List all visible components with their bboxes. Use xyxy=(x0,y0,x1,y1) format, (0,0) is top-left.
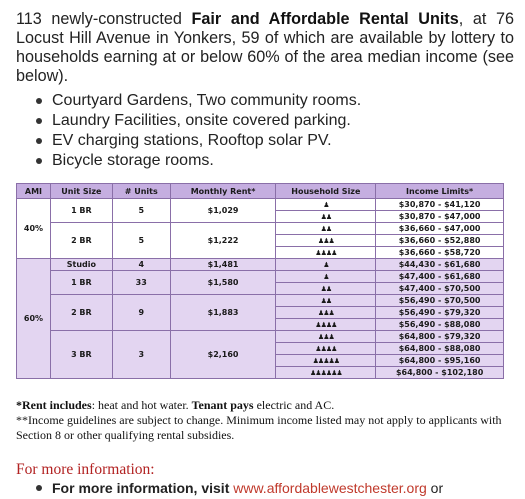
income-limit-cell: $56,490 - $79,320 xyxy=(376,307,504,319)
table-row xyxy=(17,223,504,235)
income-note: **Income guidelines are subject to change. Minimum income listed may not apply to applicants with Section 8 or other qualifying rental subsidies. xyxy=(16,413,502,442)
table-row xyxy=(17,259,504,271)
intro-text-1: 113 newly-constructed xyxy=(16,10,192,28)
income-limit-cell: $47,400 - $70,500 xyxy=(376,283,504,295)
person-icon: ♟ xyxy=(328,236,334,245)
ami-cell: 40% xyxy=(17,199,51,259)
unit-size-cell: 2 BR xyxy=(50,295,112,331)
header-ami: AMI xyxy=(17,184,51,199)
person-icon: ♟ xyxy=(320,368,326,377)
unit-size-cell: Studio xyxy=(50,259,112,271)
person-icon: ♟ xyxy=(310,368,316,377)
person-icon: ♟ xyxy=(317,308,324,317)
person-icon: ♟ xyxy=(328,308,334,317)
bullet-icon xyxy=(36,98,42,104)
household-size-icons xyxy=(276,247,376,259)
header-unit-size: Unit Size xyxy=(50,184,112,199)
income-limit-cell: $30,870 - $41,120 xyxy=(376,199,504,211)
household-size-icons xyxy=(276,319,376,331)
tenant-pays-text: electric and AC. xyxy=(253,398,335,412)
header-monthly-rent: Monthly Rent* xyxy=(170,184,276,199)
feature-item xyxy=(16,91,361,111)
more-info-tail: or xyxy=(426,480,444,496)
person-icon: ♟ xyxy=(325,212,332,221)
rent-includes-label: *Rent includes xyxy=(16,398,92,412)
person-icon: ♟ xyxy=(325,224,332,233)
income-limit-cell: $64,800 - $88,080 xyxy=(376,343,504,355)
person-icon: ♟ xyxy=(317,332,324,341)
person-icon: ♟ xyxy=(325,296,332,305)
person-icon: ♟ xyxy=(320,224,326,233)
bullet-icon xyxy=(36,118,42,124)
unit-size-cell: 2 BR xyxy=(50,223,112,259)
feature-item xyxy=(16,131,361,151)
person-icon: ♟ xyxy=(328,356,334,365)
monthly-rent-cell: $1,883 xyxy=(170,295,276,331)
table-row xyxy=(17,331,504,343)
header-income-limits: Income Limits* xyxy=(376,184,504,199)
intro-text-2: , at 76 Locust Hill Avenue in Yonkers, 59 of which are available by lottery to households earning at or below 60% of the area median income (see below). xyxy=(16,10,514,85)
units-count-cell: 4 xyxy=(112,259,170,271)
unit-size-cell: 3 BR xyxy=(50,331,112,379)
bullet-icon xyxy=(36,138,42,144)
person-icon: ♟ xyxy=(320,248,326,257)
more-info-lead: For more information, visit xyxy=(52,480,234,496)
person-icon: ♟ xyxy=(317,356,324,365)
table-row xyxy=(17,295,504,307)
person-icon: ♟ xyxy=(315,344,321,353)
income-limit-cell: $36,660 - $58,720 xyxy=(376,247,504,259)
person-icon: ♟ xyxy=(325,284,332,293)
household-size-icons xyxy=(276,367,376,379)
feature-item xyxy=(16,151,361,171)
more-info-heading: For more information: xyxy=(16,461,155,478)
table-body xyxy=(17,199,504,379)
income-limit-cell: $64,800 - $79,320 xyxy=(376,331,504,343)
income-limit-cell: $47,400 - $61,680 xyxy=(376,271,504,283)
tenant-pays-label: Tenant pays xyxy=(191,398,254,412)
person-icon: ♟ xyxy=(315,368,321,377)
person-icon: ♟ xyxy=(320,344,326,353)
person-icon: ♟ xyxy=(336,368,342,377)
household-size-icons xyxy=(276,271,376,283)
feature-text: Laundry Facilities, onsite covered parking. xyxy=(52,112,351,129)
person-icon: ♟ xyxy=(331,368,337,377)
household-size-icons xyxy=(276,307,376,319)
person-icon: ♟ xyxy=(323,332,329,341)
table-row xyxy=(17,271,504,283)
table-row xyxy=(17,199,504,211)
feature-item xyxy=(16,111,361,131)
person-icon: ♟ xyxy=(323,260,329,269)
person-icon: ♟ xyxy=(328,332,334,341)
person-icon: ♟ xyxy=(333,356,340,365)
income-limit-cell: $56,490 - $70,500 xyxy=(376,295,504,307)
units-count-cell: 9 xyxy=(112,295,170,331)
units-count-cell: 3 xyxy=(112,331,170,379)
household-size-icons xyxy=(276,211,376,223)
person-icon: ♟ xyxy=(315,248,321,257)
table-header-row xyxy=(17,184,504,199)
header-household-size: Household Size xyxy=(276,184,376,199)
rent-includes-text: : heat and hot water. xyxy=(91,398,192,412)
income-limit-cell: $56,490 - $88,080 xyxy=(376,319,504,331)
intro-paragraph xyxy=(16,10,514,86)
monthly-rent-cell: $1,580 xyxy=(170,271,276,295)
person-icon: ♟ xyxy=(320,284,326,293)
household-size-icons xyxy=(276,343,376,355)
units-count-cell: 5 xyxy=(112,199,170,223)
person-icon: ♟ xyxy=(315,320,321,329)
person-icon: ♟ xyxy=(325,248,332,257)
household-size-icons xyxy=(276,283,376,295)
more-info-line xyxy=(16,480,443,496)
person-icon: ♟ xyxy=(325,344,332,353)
person-icon: ♟ xyxy=(325,368,332,377)
person-icon: ♟ xyxy=(325,320,332,329)
person-icon: ♟ xyxy=(323,236,329,245)
person-icon: ♟ xyxy=(331,248,337,257)
monthly-rent-cell: $1,029 xyxy=(170,199,276,223)
household-size-icons xyxy=(276,199,376,211)
income-limit-cell: $30,870 - $47,000 xyxy=(376,211,504,223)
bullet-icon xyxy=(36,485,42,491)
monthly-rent-cell: $1,222 xyxy=(170,223,276,259)
person-icon: ♟ xyxy=(331,320,337,329)
feature-list xyxy=(16,91,361,171)
person-icon: ♟ xyxy=(323,356,329,365)
person-icon: ♟ xyxy=(312,356,318,365)
income-limit-cell: $64,800 - $95,160 xyxy=(376,355,504,367)
person-icon: ♟ xyxy=(320,296,326,305)
person-icon: ♟ xyxy=(331,344,337,353)
person-icon: ♟ xyxy=(317,236,324,245)
feature-text: EV charging stations, Rooftop solar PV. xyxy=(52,132,332,149)
income-limit-cell: $44,430 - $61,680 xyxy=(376,259,504,271)
units-count-cell: 33 xyxy=(112,271,170,295)
intro-highlight: Fair and Affordable Rental Units xyxy=(191,10,459,28)
household-size-icons xyxy=(276,223,376,235)
unit-size-cell: 1 BR xyxy=(50,199,112,223)
household-size-icons xyxy=(276,259,376,271)
household-size-icons xyxy=(276,331,376,343)
rental-units-table xyxy=(16,183,504,379)
website-link[interactable]: www.affordablewestchester.org xyxy=(233,480,427,496)
unit-size-cell: 1 BR xyxy=(50,271,112,295)
feature-text: Bicycle storage rooms. xyxy=(52,152,214,169)
units-count-cell: 5 xyxy=(112,223,170,259)
person-icon: ♟ xyxy=(323,308,329,317)
income-limit-cell: $64,800 - $102,180 xyxy=(376,367,504,379)
monthly-rent-cell: $2,160 xyxy=(170,331,276,379)
household-size-icons xyxy=(276,235,376,247)
header-units: # Units xyxy=(112,184,170,199)
person-icon: ♟ xyxy=(323,200,329,209)
person-icon: ♟ xyxy=(323,272,329,281)
ami-cell: 60% xyxy=(17,259,51,379)
person-icon: ♟ xyxy=(320,320,326,329)
monthly-rent-cell: $1,481 xyxy=(170,259,276,271)
rent-note xyxy=(16,398,516,413)
feature-text: Courtyard Gardens, Two community rooms. xyxy=(52,92,362,109)
bullet-icon xyxy=(36,158,42,164)
income-limit-cell: $36,660 - $47,000 xyxy=(376,223,504,235)
income-limit-cell: $36,660 - $52,880 xyxy=(376,235,504,247)
footnotes xyxy=(16,398,516,443)
person-icon: ♟ xyxy=(320,212,326,221)
household-size-icons xyxy=(276,295,376,307)
household-size-icons xyxy=(276,355,376,367)
